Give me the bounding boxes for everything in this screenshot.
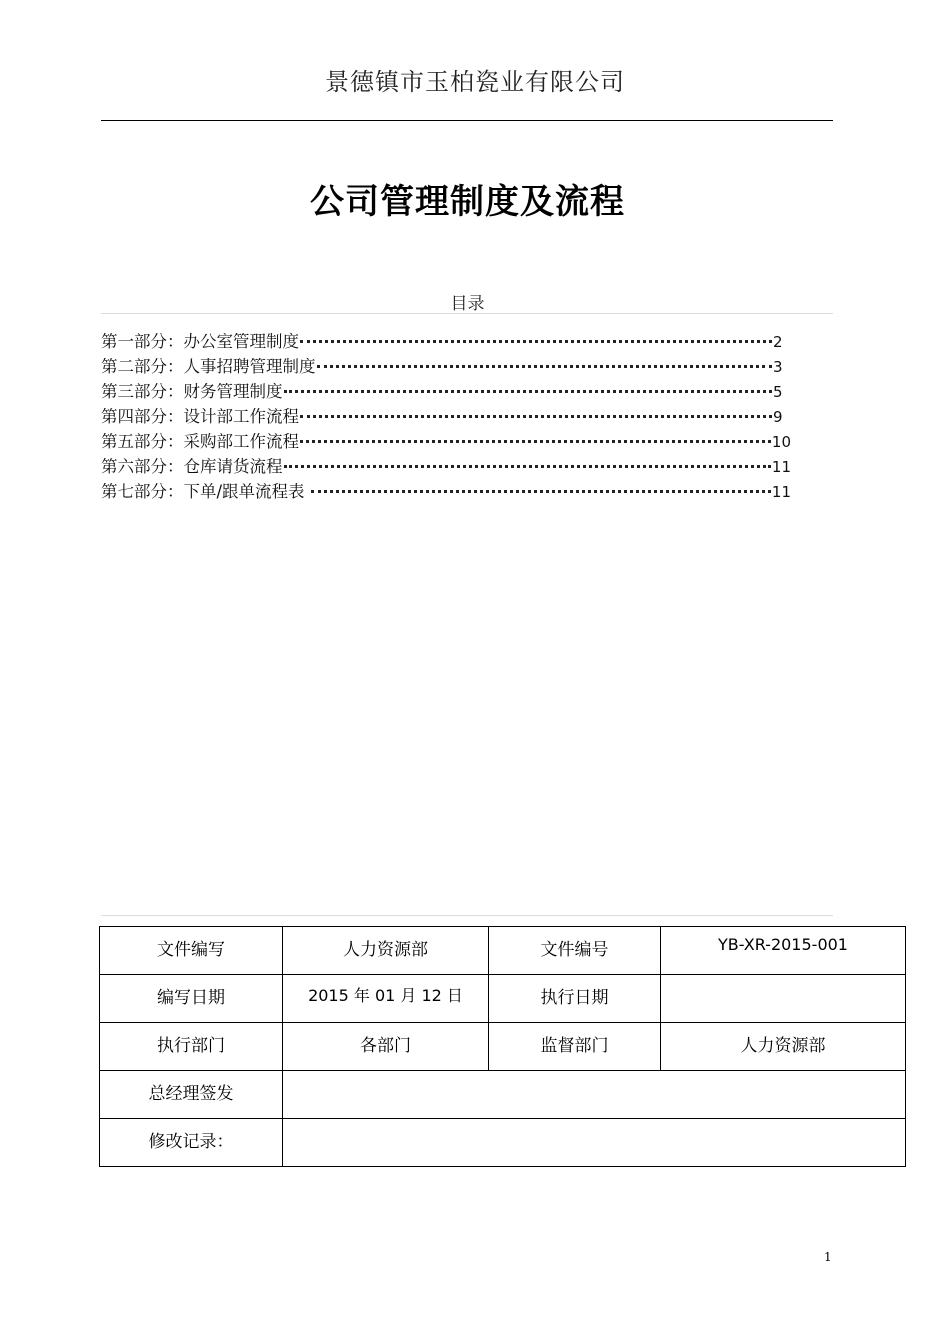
toc-entry-label: 第一部分：办公室管理制度 [101, 332, 299, 351]
header-divider [101, 120, 833, 121]
table-cell: 编写日期 [100, 975, 283, 1023]
toc-entry-page: 11 [771, 483, 791, 501]
table-cell: 修改记录： [100, 1119, 283, 1167]
table-cell: 人力资源部 [661, 1023, 906, 1071]
toc-entry-page: 9 [773, 408, 783, 426]
toc-entry-label: 第三部分：财务管理制度 [101, 382, 283, 401]
footer-divider [101, 915, 833, 916]
toc-entry-label: 第六部分：仓库请货流程 [101, 457, 283, 476]
document-info-table [99, 926, 906, 1167]
table-cell: 文件编写 [100, 927, 283, 975]
table-cell: 执行部门 [100, 1023, 283, 1071]
document-title: 公司管理制度及流程 [310, 182, 625, 222]
toc-entry-page: 5 [773, 383, 783, 401]
toc-entry[interactable] [101, 474, 791, 499]
toc-divider [101, 313, 833, 314]
toc-entry-label: 第二部分：人事招聘管理制度 [101, 357, 316, 376]
toc-entry-page: 3 [773, 358, 783, 376]
page-number: 1 [824, 1250, 832, 1264]
toc-leader-dots [300, 395, 772, 418]
table-cell: 2015 年 01 月 12 日 [283, 975, 489, 1023]
signature-cell [283, 1071, 906, 1119]
toc-entry-page: 10 [771, 433, 791, 451]
toc-entry-label: 第七部分：下单/跟单流程表 [101, 482, 310, 501]
table-cell [661, 975, 906, 1023]
table-cell: 文件编号 [489, 927, 661, 975]
table-cell: 各部门 [283, 1023, 489, 1071]
table-row [100, 1071, 906, 1119]
table-cell: YB-XR-2015-001 [661, 927, 906, 975]
toc-entry-label: 第四部分：设计部工作流程 [101, 407, 299, 426]
toc-leader-dots [284, 445, 771, 468]
table-row [100, 1119, 906, 1167]
revision-record-cell [283, 1119, 906, 1167]
table-cell: 执行日期 [489, 975, 661, 1023]
table-row [100, 927, 906, 975]
toc-leader-dots [317, 345, 773, 368]
toc-entry-page: 11 [771, 458, 791, 476]
table-row [100, 975, 906, 1023]
toc-heading: 目录 [450, 294, 485, 314]
toc-leader-dots [311, 470, 771, 493]
toc-leader-dots [300, 420, 771, 443]
company-name: 景德镇市玉柏瓷业有限公司 [325, 68, 625, 96]
table-row [100, 1023, 906, 1071]
toc-entry-page: 2 [773, 333, 783, 351]
table-cell: 监督部门 [489, 1023, 661, 1071]
toc-entry-label: 第五部分：采购部工作流程 [101, 432, 299, 451]
table-cell: 人力资源部 [283, 927, 489, 975]
toc-leader-dots [300, 320, 772, 343]
table-of-contents [101, 324, 791, 499]
toc-leader-dots [284, 370, 773, 393]
table-cell: 总经理签发 [100, 1071, 283, 1119]
